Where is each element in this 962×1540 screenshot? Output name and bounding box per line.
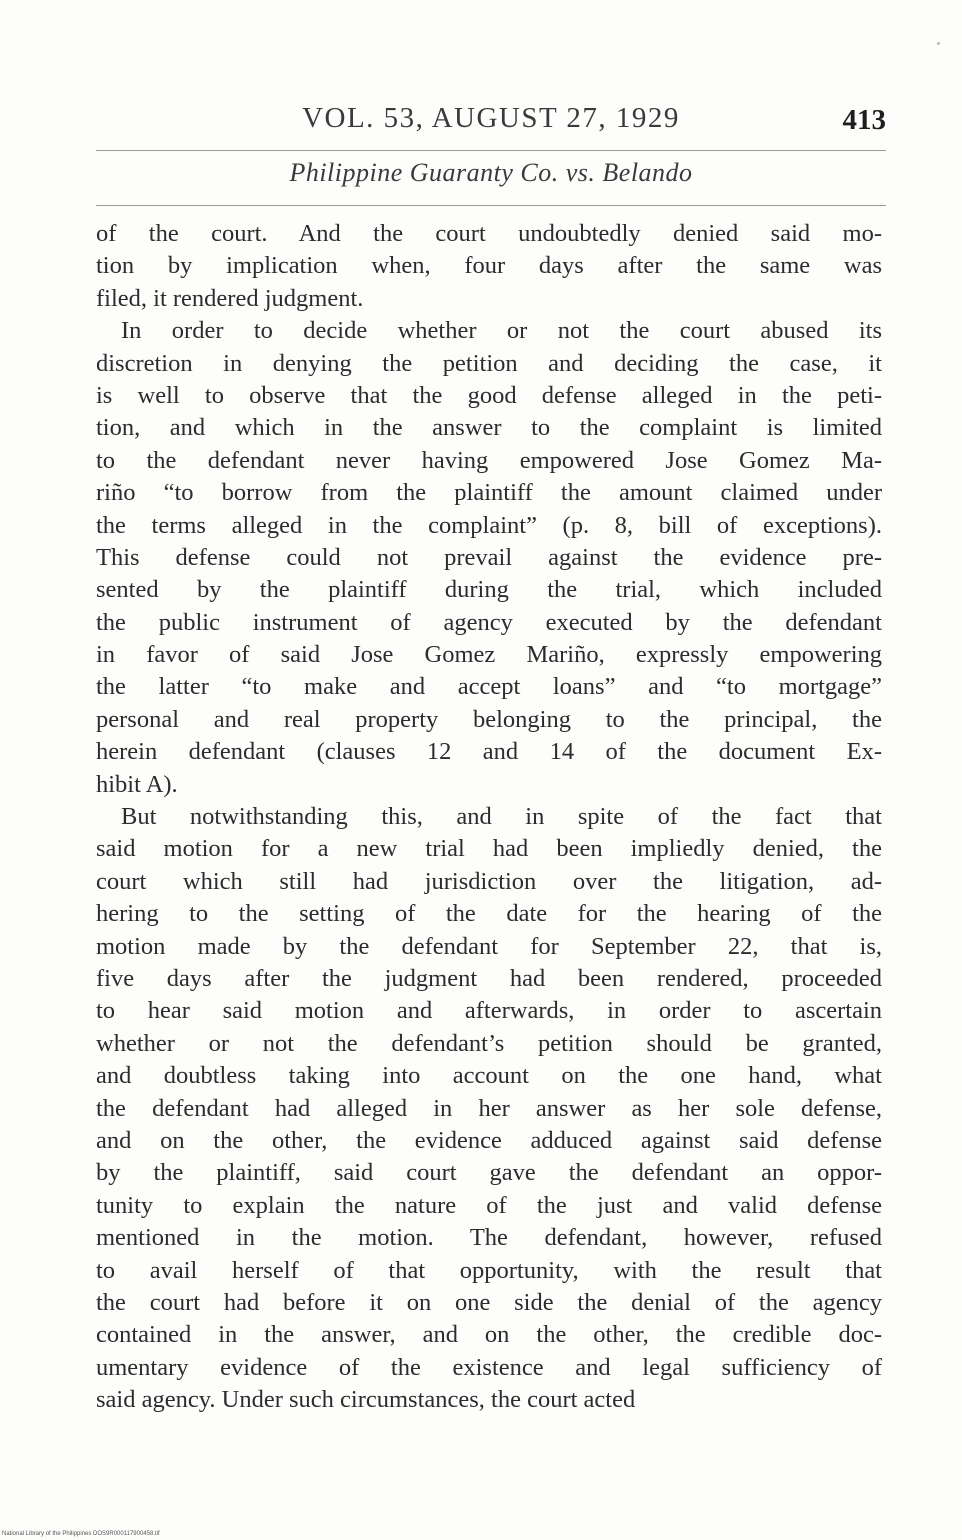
running-head: [96, 98, 886, 148]
text-line: the defendant had alleged in her answer as her sole defense,: [96, 1094, 882, 1122]
text-line: to the defendant never having empowered Jose Gomez Ma-: [96, 446, 882, 474]
text-line: the terms alleged in the complaint” (p. 8, bill of exceptions).: [96, 511, 882, 539]
body-text: [96, 218, 882, 1416]
text-line: court which still had jurisdiction over the litigation, ad-: [96, 867, 882, 895]
paragraph: [96, 801, 882, 1416]
text-line: tion, and which in the answer to the complaint is limited: [96, 414, 882, 442]
text-line: said motion for a new trial had been impliedly denied, the: [96, 835, 882, 863]
text-line: is well to observe that the good defense alleged in the peti-: [96, 381, 882, 409]
paragraph: [96, 315, 882, 801]
text-line: tion by implication when, four days after the same was: [96, 252, 882, 280]
text-line: by the plaintiff, said court gave the defendant an oppor-: [96, 1159, 882, 1187]
text-line: the public instrument of agency executed by the defendant: [96, 608, 882, 636]
text-line: personal and real property belonging to the principal, the: [96, 705, 882, 733]
text-line: In order to decide whether or not the court abused its: [121, 317, 882, 345]
case-title: Philippine Guaranty Co. vs. Belando: [289, 158, 693, 187]
text-line: of the court. And the court undoubtedly denied said mo-: [96, 220, 882, 247]
text-line: tunity to explain the nature of the just and valid defense: [96, 1191, 882, 1219]
text-line: sented by the plaintiff during the trial, which included: [96, 576, 882, 604]
text-line: But notwithstanding this, and in spite of the fact that: [121, 803, 882, 831]
text-line: mentioned in the motion. The defendant, however, refused: [96, 1224, 882, 1252]
text-line: motion made by the defendant for September 22, that is,: [96, 932, 882, 960]
text-line: to avail herself of that opportunity, with the result that: [96, 1256, 882, 1284]
text-line: said agency. Under such circumstances, the court acted: [96, 1386, 636, 1414]
text-line: herein defendant (clauses 12 and 14 of the document Ex-: [96, 738, 882, 766]
paragraph: [96, 218, 882, 315]
scan-source-note: National Library of the Philippines DOS9R000117900458.tif: [2, 1531, 160, 1537]
text-line: the court had before it on one side the denial of the agency: [96, 1288, 882, 1316]
text-line: five days after the judgment had been rendered, proceeded: [96, 964, 882, 992]
text-line: contained in the answer, and on the other, the credible doc-: [96, 1321, 882, 1349]
text-line: to hear said motion and afterwards, in order to ascertain: [96, 997, 882, 1025]
text-line: This defense could not prevail against the evidence pre-: [96, 543, 882, 571]
header-rule-bottom: [96, 205, 886, 206]
text-line: filed, it rendered judgment.: [96, 284, 364, 312]
page-number: 413: [842, 104, 886, 136]
text-line: umentary evidence of the existence and legal sufficiency of: [96, 1353, 882, 1381]
text-line: and doubtless taking into account on the one hand, what: [96, 1062, 882, 1090]
text-line: and on the other, the evidence adduced against said defense: [96, 1126, 882, 1154]
volume-line: VOL. 53, AUGUST 27, 1929: [302, 102, 680, 134]
text-line: hering to the setting of the date for the hearing of the: [96, 900, 882, 928]
scan-speck: [937, 42, 940, 45]
text-line: hibit A).: [96, 770, 178, 798]
text-line: in favor of said Jose Gomez Mariño, expressly empowering: [96, 641, 882, 669]
header-rule-top: [96, 150, 886, 151]
text-line: the latter “to make and accept loans” and “to mortgage”: [96, 673, 882, 701]
text-line: whether or not the defendant’s petition should be granted,: [96, 1029, 882, 1057]
text-line: discretion in denying the petition and deciding the case, it: [96, 349, 882, 377]
text-line: riño “to borrow from the plaintiff the amount claimed under: [96, 479, 882, 507]
